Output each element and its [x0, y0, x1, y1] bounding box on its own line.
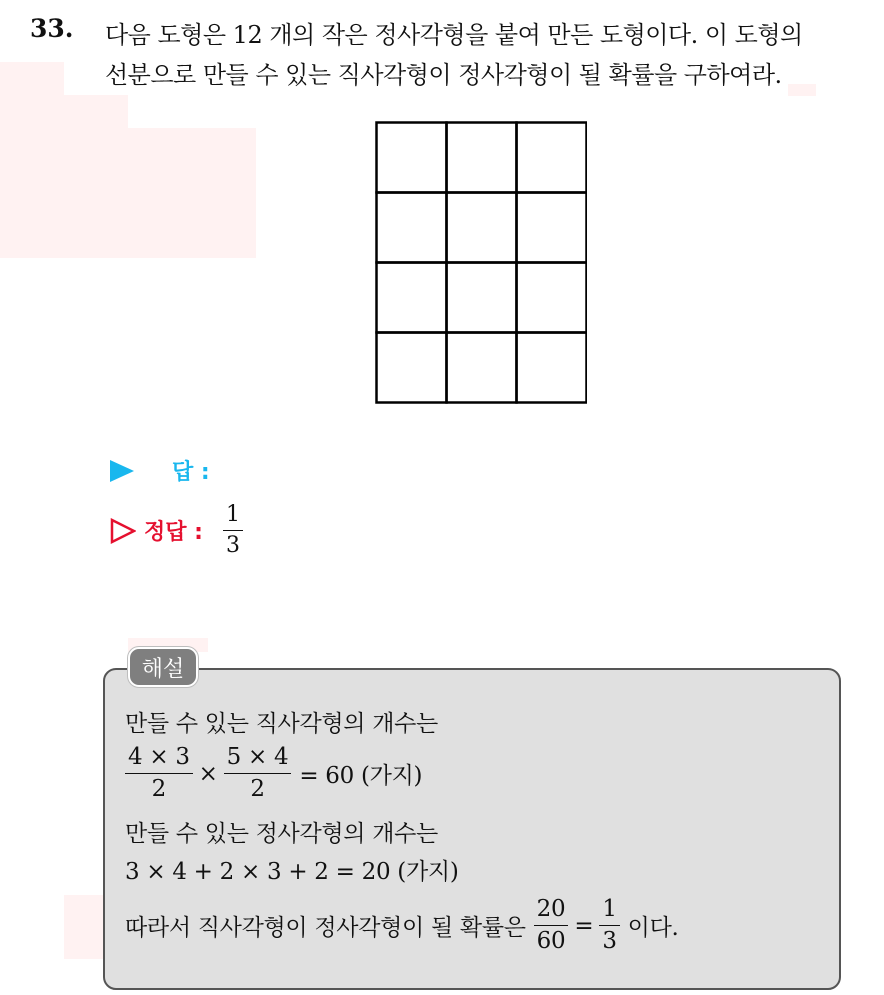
- fraction-bar: [534, 925, 569, 926]
- background-artifact: [64, 895, 104, 959]
- grid-cell: [447, 333, 517, 403]
- times-operator: ×: [198, 760, 218, 787]
- fraction-denominator: 2: [151, 776, 166, 803]
- grid-cell: [447, 193, 517, 263]
- correct-answer-label: 정답 :: [144, 520, 203, 546]
- explanation-fraction-1: [125, 745, 193, 803]
- background-artifact: [0, 62, 64, 258]
- fraction-numerator: 4 × 3: [128, 744, 190, 770]
- fraction-denominator: 60: [536, 928, 566, 955]
- fraction-denominator: 3: [602, 928, 617, 955]
- square-grid-figure: [375, 121, 587, 405]
- grid-cell: [377, 193, 447, 263]
- fraction-numerator: 1: [225, 502, 240, 527]
- fraction-bar: [224, 773, 292, 774]
- fraction-denominator: 2: [250, 776, 265, 803]
- correct-answer-row: [110, 503, 243, 558]
- equals-operator: =: [574, 912, 594, 939]
- background-artifact: [788, 84, 816, 96]
- explanation-line3: 만들 수 있는 정사각형의 개수는: [125, 821, 438, 847]
- fraction-numerator: 5 × 4: [226, 744, 289, 770]
- grid-cell: [377, 263, 447, 333]
- explanation-line5: [125, 897, 679, 955]
- grid-cell: [447, 263, 517, 333]
- question-text-line2: 선분으로 만들 수 있는 직사각형이 정사각형이 될 확률을 구하여라.: [105, 61, 782, 89]
- grid-cell: [517, 193, 587, 263]
- explanation-fraction-2: [224, 745, 292, 803]
- outline-triangle-icon: [110, 518, 136, 544]
- explanation-tab: 해설: [128, 647, 198, 687]
- fraction-denominator: 3: [225, 533, 240, 559]
- fraction-bar: [125, 773, 193, 774]
- grid-cell: [447, 123, 517, 193]
- fraction-numerator: 20: [536, 896, 566, 922]
- background-artifact: [64, 95, 128, 258]
- grid-cell: [377, 333, 447, 403]
- question-number: 33.: [30, 14, 74, 43]
- explanation-fraction-4: [599, 897, 619, 955]
- answer-label: 답 :: [172, 460, 210, 485]
- fraction-bar: [599, 925, 619, 926]
- correct-answer-fraction: [223, 503, 243, 558]
- explanation-result1: = 60 (가지): [299, 763, 423, 790]
- background-artifact: [128, 128, 256, 258]
- explanation-fraction-3: [534, 897, 569, 955]
- grid-cell: [517, 123, 587, 193]
- explanation-line2: [125, 745, 422, 803]
- fraction-bar: [223, 530, 243, 531]
- fraction-numerator: 1: [602, 896, 617, 922]
- grid-cell: [517, 333, 587, 403]
- explanation-line1: 만들 수 있는 직사각형의 개수는: [125, 711, 438, 737]
- grid-cell: [517, 263, 587, 333]
- explanation-line5-suffix: 이다.: [627, 915, 679, 942]
- answer-row: [110, 455, 210, 486]
- filled-triangle-icon: [110, 460, 134, 482]
- explanation-line5-prefix: 따라서 직사각형이 정사각형이 될 확률은: [125, 915, 526, 942]
- explanation-line4: 3 × 4 + 2 × 3 + 2 = 20 (가지): [125, 859, 459, 885]
- grid-cell: [377, 123, 447, 193]
- question-text-line1: 다음 도형은 12 개의 작은 정사각형을 붙여 만든 도형이다. 이 도형의: [105, 21, 803, 49]
